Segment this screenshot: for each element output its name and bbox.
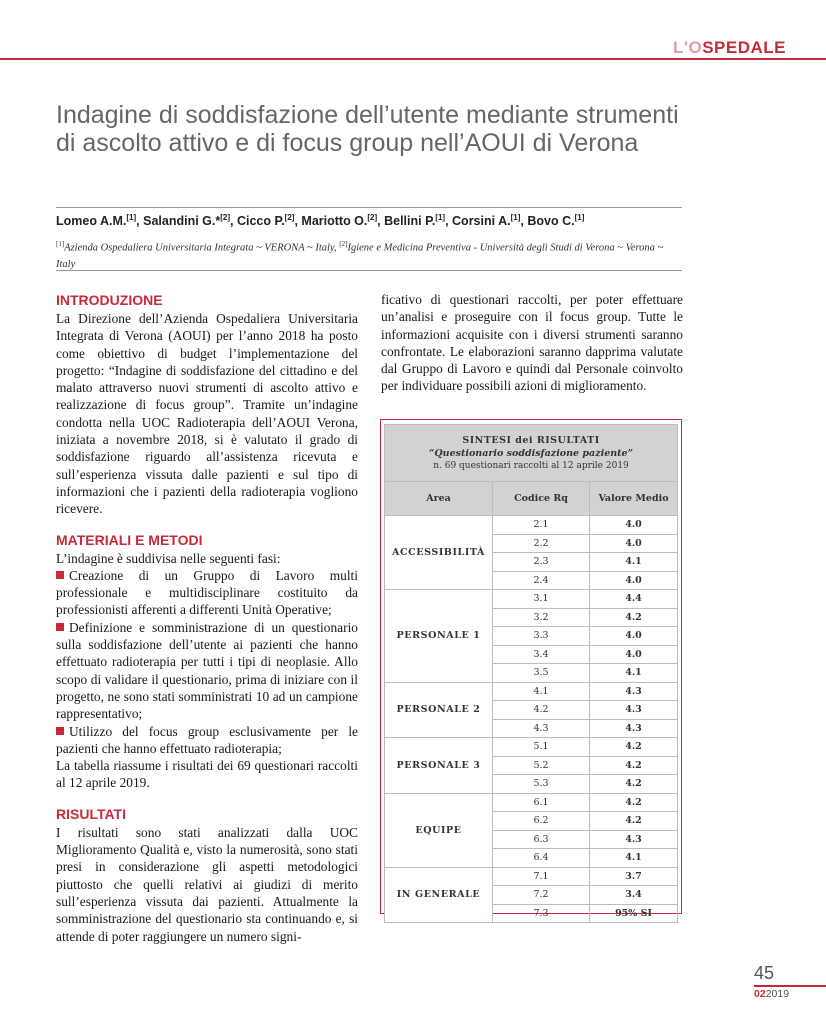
code-cell: 5.1 <box>493 738 590 757</box>
table-title: SINTESI dei RISULTATI <box>462 434 600 446</box>
code-cell: 3.4 <box>493 645 590 664</box>
value-cell: 4.0 <box>590 645 678 664</box>
value-cell: 4.0 <box>590 571 678 590</box>
affiliation-ref: [2] <box>339 240 348 248</box>
affiliation-ref: [1] <box>56 240 65 248</box>
value-cell: 4.2 <box>590 608 678 627</box>
code-cell: 6.1 <box>493 793 590 812</box>
methods-bullet: Creazione di un Gruppo di Lavoro multi professionale e multidisciplinare costituito da professionisti afferenti a differenti Unità Operative; <box>56 567 358 618</box>
methods-outro: La tabella riassume i risultati dei 69 questionari raccolti al 12 aprile 2019. <box>56 758 358 791</box>
methods-bullet: Utilizzo del focus group esclusivamente per le pazienti che hanno effettuato radioterapia; <box>56 723 358 756</box>
code-cell: 4.2 <box>493 701 590 720</box>
code-cell: 4.1 <box>493 682 590 701</box>
author-ref: [1] <box>126 213 137 222</box>
column-header-code: Codice Rq <box>493 482 590 516</box>
header-rule <box>0 58 826 60</box>
code-cell: 7.2 <box>493 886 590 905</box>
code-cell: 3.5 <box>493 664 590 683</box>
brand-rest: SPEDALE <box>702 38 786 57</box>
code-cell: 5.2 <box>493 756 590 775</box>
value-cell: 4.1 <box>590 664 678 683</box>
results-continued: ficativo di questionari raccolti, per poter effettuare un’analisi e proseguire con il focus group. Tutte le informazioni acquisite con i diversi strumenti saranno confrontate. Le elaborazioni saranno dapprima valutate dal Gruppo di Lavoro e quindi dal Personale coinvolto per individuare possibili azioni di miglioramento. <box>381 292 683 394</box>
left-column <box>56 291 358 945</box>
table-subtitle: “Questionario soddisfazione paziente” <box>428 447 634 459</box>
author-ref: [2] <box>284 213 295 222</box>
area-cell: IN GENERALE <box>385 867 493 923</box>
table-row <box>385 793 678 812</box>
value-cell: 4.0 <box>590 516 678 535</box>
code-cell: 6.2 <box>493 812 590 831</box>
value-cell: 3.4 <box>590 886 678 905</box>
brand-initial: L'O <box>673 38 703 57</box>
affiliations <box>56 236 682 273</box>
table-note: n. 69 questionari raccolti al 12 aprile 2019 <box>433 460 629 471</box>
value-cell: 4.1 <box>590 849 678 868</box>
results-table <box>384 424 678 923</box>
code-cell: 3.3 <box>493 627 590 646</box>
affiliation-text: Igiene e Medicina Preventiva - Università degli Studi di Verona ~ Verona ~ Italy <box>56 242 664 270</box>
table-row <box>385 590 678 609</box>
code-cell: 4.3 <box>493 719 590 738</box>
code-cell: 3.2 <box>493 608 590 627</box>
code-cell: 5.3 <box>493 775 590 794</box>
value-cell: 4.2 <box>590 738 678 757</box>
affiliation-divider <box>56 270 682 271</box>
value-cell: 3.7 <box>590 867 678 886</box>
issue-label <box>754 988 789 1000</box>
journal-brand <box>673 38 786 58</box>
author: Bovo C. <box>527 214 575 229</box>
value-cell: 4.3 <box>590 830 678 849</box>
issue-number: 02 <box>754 988 766 1000</box>
code-cell: 2.3 <box>493 553 590 572</box>
article-title: Indagine di soddisfazione dell’utente mediante strumenti di ascolto attivo e di focus group nell’AOUI di Verona <box>56 101 679 157</box>
table-row <box>385 867 678 886</box>
table-title-cell <box>385 425 678 482</box>
column-header-value: Valore Medio <box>590 482 678 516</box>
code-cell: 2.4 <box>493 571 590 590</box>
author: Cicco P. <box>236 214 285 229</box>
area-cell: EQUIPE <box>385 793 493 867</box>
methods-bullet: Definizione e somministrazione di un questionario sulla soddisfazione dell’utente ai pazienti che hanno effettuato radioterapia per tutti i tipi di neoplasie. Allo scopo di validare il questionario, prima di iniziare con il progetto, ne sono stati somministrati 10 ad un campione rappresentativo; <box>56 619 358 722</box>
author: Salandini G.* <box>143 214 221 229</box>
intro-text: La Direzione dell’Azienda Ospedaliera Universitaria Integrata di Verona (AOUI) per l’anno 2018 ha posto come obiettivo di budget l’implementazione del progetto: “Indagine di soddisfazione del cittadino e del malato attraverso nuovi strumenti di ascolto attivo e realizzazione di focus group”. Tramite un’indagine condotta nella UOC Radioterapia dell’AOUI Verona, iniziata a novembre 2018, si è valutato il grado di soddisfazione riguardo all’assistenza ricevuta e sull’esperienza vissuta dalle pazienti e sul tipo di informazioni che i pazienti della radioterapia vogliono ricevere. <box>56 311 358 517</box>
intro-heading: INTRODUZIONE <box>56 292 163 308</box>
page-number: 45 <box>754 963 775 983</box>
area-cell: PERSONALE 3 <box>385 738 493 794</box>
value-cell: 4.3 <box>590 682 678 701</box>
methods-intro: L’indagine è suddivisa nelle seguenti fasi: <box>56 550 281 566</box>
value-cell: 4.0 <box>590 534 678 553</box>
value-cell: 4.2 <box>590 775 678 794</box>
code-cell: 6.3 <box>493 830 590 849</box>
title-divider <box>56 207 682 208</box>
area-cell: PERSONALE 1 <box>385 590 493 683</box>
table-row <box>385 682 678 701</box>
code-cell: 6.4 <box>493 849 590 868</box>
results-heading: RISULTATI <box>56 805 126 822</box>
results-table-box <box>380 419 682 919</box>
code-cell: 7.1 <box>493 867 590 886</box>
right-column <box>381 291 683 395</box>
table-row <box>385 516 678 535</box>
column-header-area: Area <box>385 482 493 516</box>
value-cell: 4.2 <box>590 812 678 831</box>
methods-heading: MATERIALI E METODI <box>56 531 203 548</box>
author: Bellini P. <box>384 214 436 229</box>
value-cell: 4.4 <box>590 590 678 609</box>
author-ref: [1] <box>510 213 521 222</box>
code-cell: 7.3 <box>493 904 590 923</box>
results-text: I risultati sono stati analizzati dalla UOC Miglioramento Qualità e, visto la numerosità, sono stati presi in considerazione gli aspetti metodologici piuttosto che quelli relativi ai giudizi di merito sull’esperienza vissuta dai pazienti. Attualmente la somministrazione del questionario sta continuando e, si attende di poter raggiungere un numero signi- <box>56 824 358 944</box>
author-ref: [2] <box>220 213 230 222</box>
value-cell: 4.2 <box>590 793 678 812</box>
value-cell: 4.0 <box>590 627 678 646</box>
value-cell: 4.2 <box>590 756 678 775</box>
code-cell: 3.1 <box>493 590 590 609</box>
footer-rule <box>754 985 826 987</box>
value-cell: 95% SI <box>590 904 678 923</box>
affiliation-text: Azienda Ospedaliera Universitaria Integrata ~ VERONA ~ Italy, <box>64 242 337 254</box>
code-cell: 2.1 <box>493 516 590 535</box>
square-bullet-icon <box>56 571 64 579</box>
square-bullet-icon <box>56 623 64 631</box>
author: Corsini A. <box>452 214 511 229</box>
author-ref: [2] <box>367 213 378 222</box>
value-cell: 4.3 <box>590 719 678 738</box>
square-bullet-icon <box>56 727 64 735</box>
code-cell: 2.2 <box>493 534 590 553</box>
author-ref: [1] <box>435 213 446 222</box>
author: Mariotto O. <box>301 214 368 229</box>
author-ref: [1] <box>574 213 585 222</box>
area-cell: PERSONALE 2 <box>385 682 493 738</box>
author-list: Lomeo A.M.[1], Salandini G.*[2], Cicco P.[2], Mariotto O.[2], Bellini P.[1], Corsini A.[1], Bovo C.[1] <box>56 213 585 229</box>
issue-year: 2019 <box>765 988 790 1000</box>
table-row <box>385 738 678 757</box>
value-cell: 4.1 <box>590 553 678 572</box>
area-cell: ACCESSIBILITÀ <box>385 516 493 590</box>
value-cell: 4.3 <box>590 701 678 720</box>
author: Lomeo A.M. <box>56 214 127 229</box>
